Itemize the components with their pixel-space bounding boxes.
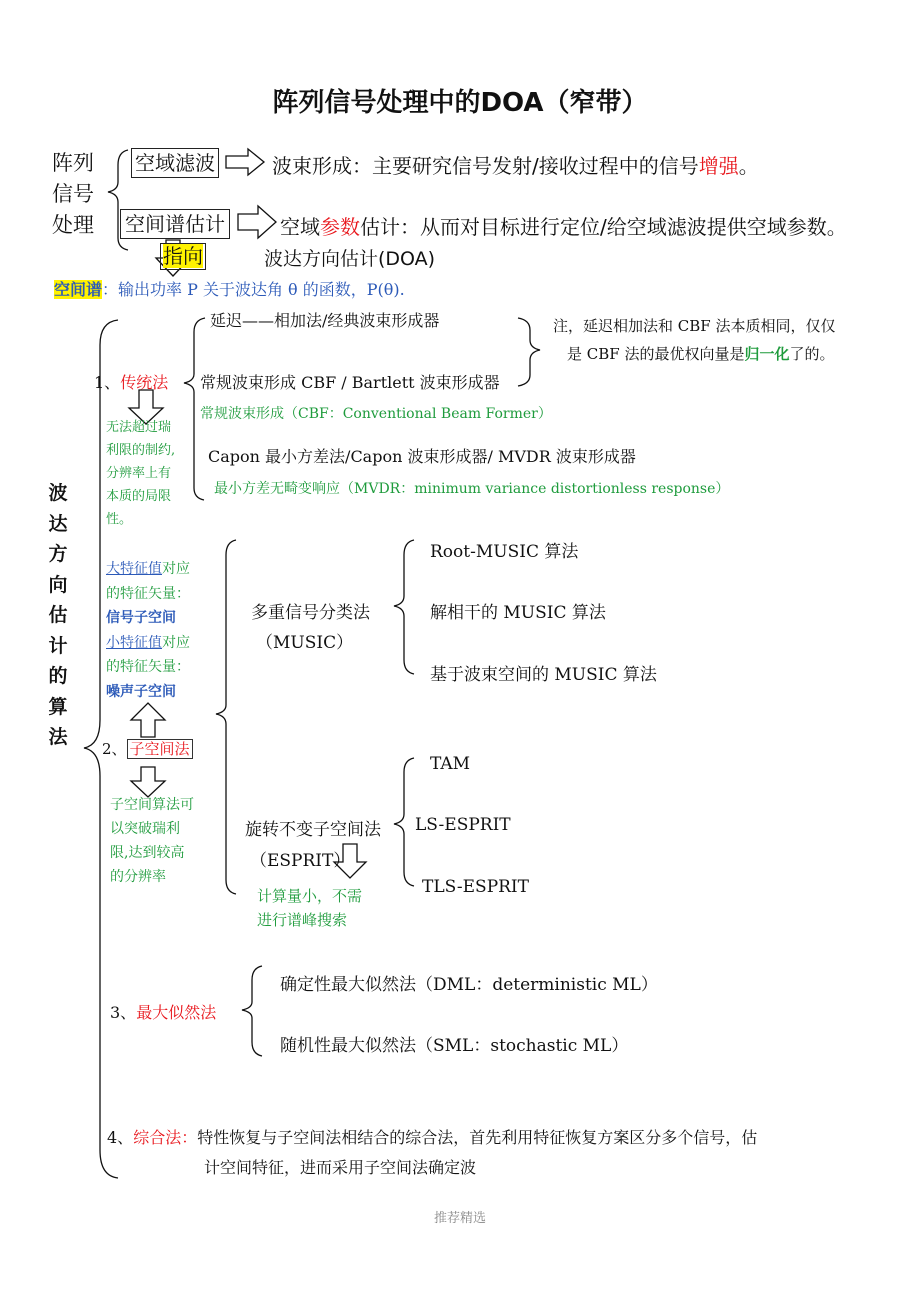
eig-line: 的特征矢量： — [106, 585, 190, 602]
rayleigh-limit-note — [106, 416, 175, 531]
music-item: 解相干的 MUSIC 算法 — [430, 603, 606, 623]
eig-text: 对应 — [162, 634, 190, 651]
small-eigenvalue: 小特征值 — [106, 634, 162, 651]
spectrum-definition — [54, 277, 405, 300]
note-line: 分辨率上有 — [106, 466, 172, 481]
spatial-param-text — [280, 211, 847, 240]
traditional-label: 传统法 — [120, 373, 169, 392]
mvdr-note: 最小方差无畸变响应（MVDR：minimum variance distortionless response） — [214, 481, 730, 497]
note-line: 计算量小，不需 — [257, 887, 363, 905]
label-line: 阵列 — [52, 151, 94, 175]
note-line: 限,达到较高 — [110, 845, 185, 861]
label-line: 处理 — [52, 213, 94, 237]
delay-sum-method: 延迟——相加法/经典波束形成器 — [210, 311, 440, 330]
breakthrough-note — [110, 793, 194, 889]
beamforming-prefix: 波束形成：主要研究信号发射/接收过程中的信号 — [272, 154, 699, 178]
esprit-brace — [394, 758, 414, 886]
side-note-suffix: 了的。 — [789, 345, 835, 363]
ml-method — [110, 1000, 216, 1023]
noise-subspace: 噪声子空间 — [106, 683, 176, 700]
side-note-line: 注，延迟相加法和 CBF 法本质相同，仅仅 — [553, 317, 836, 335]
direction-box — [160, 243, 206, 270]
eig-text: 对应 — [162, 561, 190, 577]
arrow-right-icon — [226, 149, 264, 175]
esprit-item: TAM — [430, 754, 471, 774]
spatial-filter-box: 空域滤波 — [131, 148, 219, 178]
spatial-param-suffix: 估计：从而对目标进行定位/给空域滤波提供空域参数。 — [360, 215, 847, 239]
label-line: 信号 — [52, 182, 94, 206]
note-line: 的分辨率 — [110, 869, 166, 885]
note-line: 本质的局限 — [106, 489, 172, 504]
direction-char-b: 向 — [183, 244, 203, 268]
esprit-item: LS-ESPRIT — [415, 815, 511, 835]
normalized-highlight: 归一化 — [744, 345, 790, 363]
combined-method — [107, 1125, 757, 1148]
spectrum-text: ：输出功率 P 关于波达角 θ 的函数，P(θ). — [102, 280, 405, 299]
spatial-spectrum-box: 空间谱估计 — [120, 209, 230, 239]
subspace-brace — [216, 540, 236, 894]
dml-item: 确定性最大似然法（DML：deterministic ML） — [280, 975, 658, 995]
ml-label: 最大似然法 — [136, 1003, 217, 1022]
side-note-brace — [518, 318, 540, 386]
music-brace — [394, 540, 414, 674]
page-title: 阵列信号处理中的DOA（窄带） — [272, 88, 648, 118]
subspace-method — [102, 738, 193, 759]
note-line: 无法超过瑞 — [106, 420, 172, 435]
sml-item: 随机性最大似然法（SML：stochastic ML） — [280, 1036, 629, 1056]
music-abbr: （MUSIC） — [256, 633, 354, 653]
array-signal-label — [52, 148, 94, 241]
note-line: 性。 — [106, 512, 133, 527]
beamforming-suffix: 。 — [738, 154, 759, 178]
combined-label: 综合法： — [133, 1128, 198, 1147]
esprit-label: 旋转不变子空间法 — [245, 820, 381, 840]
note-line: 子空间算法可 — [110, 797, 194, 813]
side-note-line — [553, 340, 835, 368]
esprit-note — [257, 884, 362, 932]
eig-line — [106, 557, 190, 582]
arrow-right-icon — [238, 206, 276, 238]
eigenvalue-notes — [106, 557, 190, 704]
note-line: 进行谱峰搜索 — [257, 911, 348, 929]
footer-text: 推荐精选 — [433, 1211, 486, 1226]
ml-brace — [242, 966, 262, 1056]
subspace-label: 子空间法 — [127, 739, 193, 759]
enhance-highlight: 增强 — [698, 154, 739, 178]
big-eigenvalue: 大特征值 — [106, 561, 162, 577]
item-number: 1、 — [94, 373, 121, 392]
arrow-up-icon — [131, 703, 165, 737]
eig-line: 的特征矢量： — [106, 659, 190, 675]
music-item: Root-MUSIC 算法 — [430, 542, 579, 562]
combined-text-line2: 计空间特征，进而采用子空间法确定波 — [204, 1158, 477, 1177]
note-line: 利限的制约, — [106, 443, 176, 458]
direction-char-a: 指 — [163, 244, 183, 268]
side-note — [553, 312, 835, 368]
spectrum-label: 空间谱 — [54, 280, 103, 299]
side-note-prefix: 是 CBF 法的最优权向量是 — [567, 345, 745, 363]
combined-text: 特性恢复与子空间法相结合的综合法，首先利用特征恢复方案区分多个信号，估 — [197, 1128, 758, 1147]
note-line: 以突破瑞利 — [110, 821, 180, 837]
spatial-param-prefix: 空域 — [280, 215, 320, 239]
capon-method: Capon 最小方差法/Capon 波束形成器/ MVDR 波束形成器 — [208, 447, 636, 466]
eig-line — [106, 631, 190, 656]
item-number: 3、 — [110, 1003, 137, 1022]
beamforming-text — [272, 150, 759, 179]
doa-text: 波达方向估计(DOA) — [264, 248, 436, 270]
esprit-abbr: （ESPRIT） — [250, 851, 351, 871]
signal-subspace: 信号子空间 — [106, 610, 176, 626]
cbf-note: 常规波束形成（CBF：Conventional Beam Former） — [200, 406, 552, 422]
item-number: 4、 — [107, 1128, 134, 1147]
cbf-method: 常规波束形成 CBF / Bartlett 波束形成器 — [200, 373, 500, 392]
param-highlight: 参数 — [320, 215, 360, 239]
item-number: 2、 — [102, 740, 127, 758]
algorithms-vertical-title: 波达方向估计的算法 — [48, 482, 68, 748]
traditional-method — [94, 370, 168, 393]
music-item: 基于波束空间的 MUSIC 算法 — [430, 665, 657, 685]
music-label: 多重信号分类法 — [251, 603, 370, 623]
esprit-item: TLS-ESPRIT — [422, 877, 529, 897]
